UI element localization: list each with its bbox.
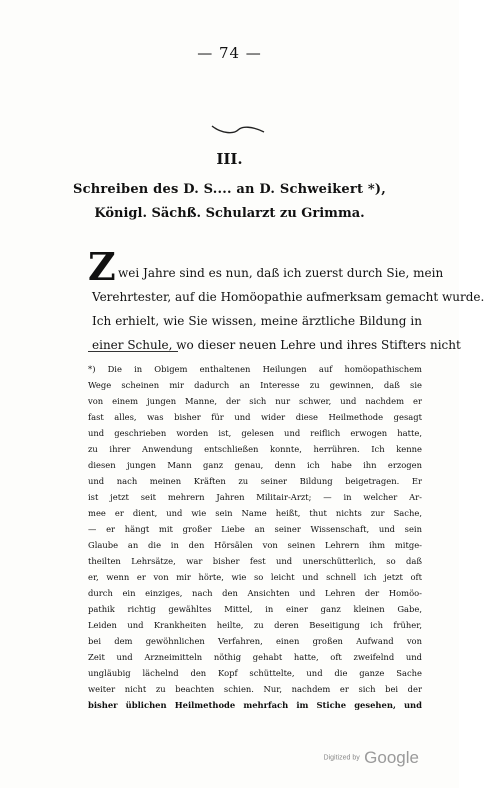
footnote-line: und nach meinen Kräften zu seiner Bildung beigetragen. Er [88,476,422,486]
footnote-line: Leiden und Krankheiten heilte, zu deren Beseitigung ich früher, [88,620,422,630]
footnote-line: — er hängt mit großer Liebe an seiner Wissenschaft, und sein [88,524,422,534]
body-line: Ich erhielt, wie Sie wissen, meine ärztliche Bildung in [92,314,422,328]
body-line: Verehrtester, auf die Homöopathie aufmerksam gemacht wurde. [92,290,484,304]
footnote-divider [88,351,178,352]
footnote-line: ungläubig lächelnd den Kopf schüttelte, und die ganze Sache [88,668,422,678]
footnote-line: pathik richtig gewähltes Mittel, in einer ganz kleinen Gabe, [88,604,422,614]
page-number: — 74 — [197,44,262,62]
footnote-line: Glaube an die in den Hörsälen von seinen Lehrern ihm mitge- [88,540,422,550]
google-logo: Google [364,748,419,767]
footnote-line: bei dem gewöhnlichen Verfahren, einen großen Aufwand von [88,636,422,646]
footnote-line: fast alles, was bisher für und wider diese Heilmethode gesagt [88,412,422,422]
watermark-prefix: Digitized by [323,754,360,762]
footnote-line: durch ein einziges, nach den Ansichten und Lehren der Homöo- [88,588,422,598]
drop-cap: Z [88,244,116,289]
letter-heading: Schreiben des D. S.... an D. Schweikert *), [73,182,386,197]
footnote-line: zu ihrer Anwendung entschließen konnte, herrühren. Ich kenne [88,444,422,454]
footnote-line: Zeit und Arzneimitteln nöthig gehabt hatte, oft zweifelnd und [88,652,422,662]
letter-subheading: Königl. Sächß. Schularzt zu Grimma. [94,206,365,221]
body-line: wei Jahre sind es nun, daß ich zuerst durch Sie, mein [118,266,444,280]
footnote-line: und geschrieben worden ist, gelesen und reiflich erwogen hatte, [88,428,422,438]
footnote-line: von einem jungen Manne, der sich nur schwer, und nachdem er [88,396,422,406]
footnote-line: er, wenn er von mir hörte, wie so leicht und schnell ich jetzt oft [88,572,422,582]
footnote-line: diesen jungen Mann ganz genau, denn ich habe ihn erzogen [88,460,422,470]
digitized-watermark [324,748,419,768]
footnote-line: mee er dient, und wie sein Name heißt, thut nichts zur Sache, [88,508,422,518]
footnote-line: weiter nicht zu beachten schien. Nur, nachdem er sich bei der [88,684,422,694]
footnote-line: theilten Lehrsätze, war bisher fest und unerschütterlich, so daß [88,556,422,566]
body-line: einer Schule, wo dieser neuen Lehre und ihres Stifters nicht [92,338,461,352]
footnote-line: ist jetzt seit mehrern Jahren Militair-Arzt; — in welcher Ar- [88,492,422,502]
footnote-line: Wege scheinen mir dadurch an Interesse zu gewinnen, daß sie [88,380,422,390]
ornament-swash-icon [208,122,268,136]
section-number: III. [216,150,243,168]
footnote-line: *) Die in Obigem enthaltenen Heilungen auf homöopathischem [88,364,422,374]
footnote-line: bisher üblichen Heilmethode mehrfach im Stiche gesehen, und [88,700,422,710]
